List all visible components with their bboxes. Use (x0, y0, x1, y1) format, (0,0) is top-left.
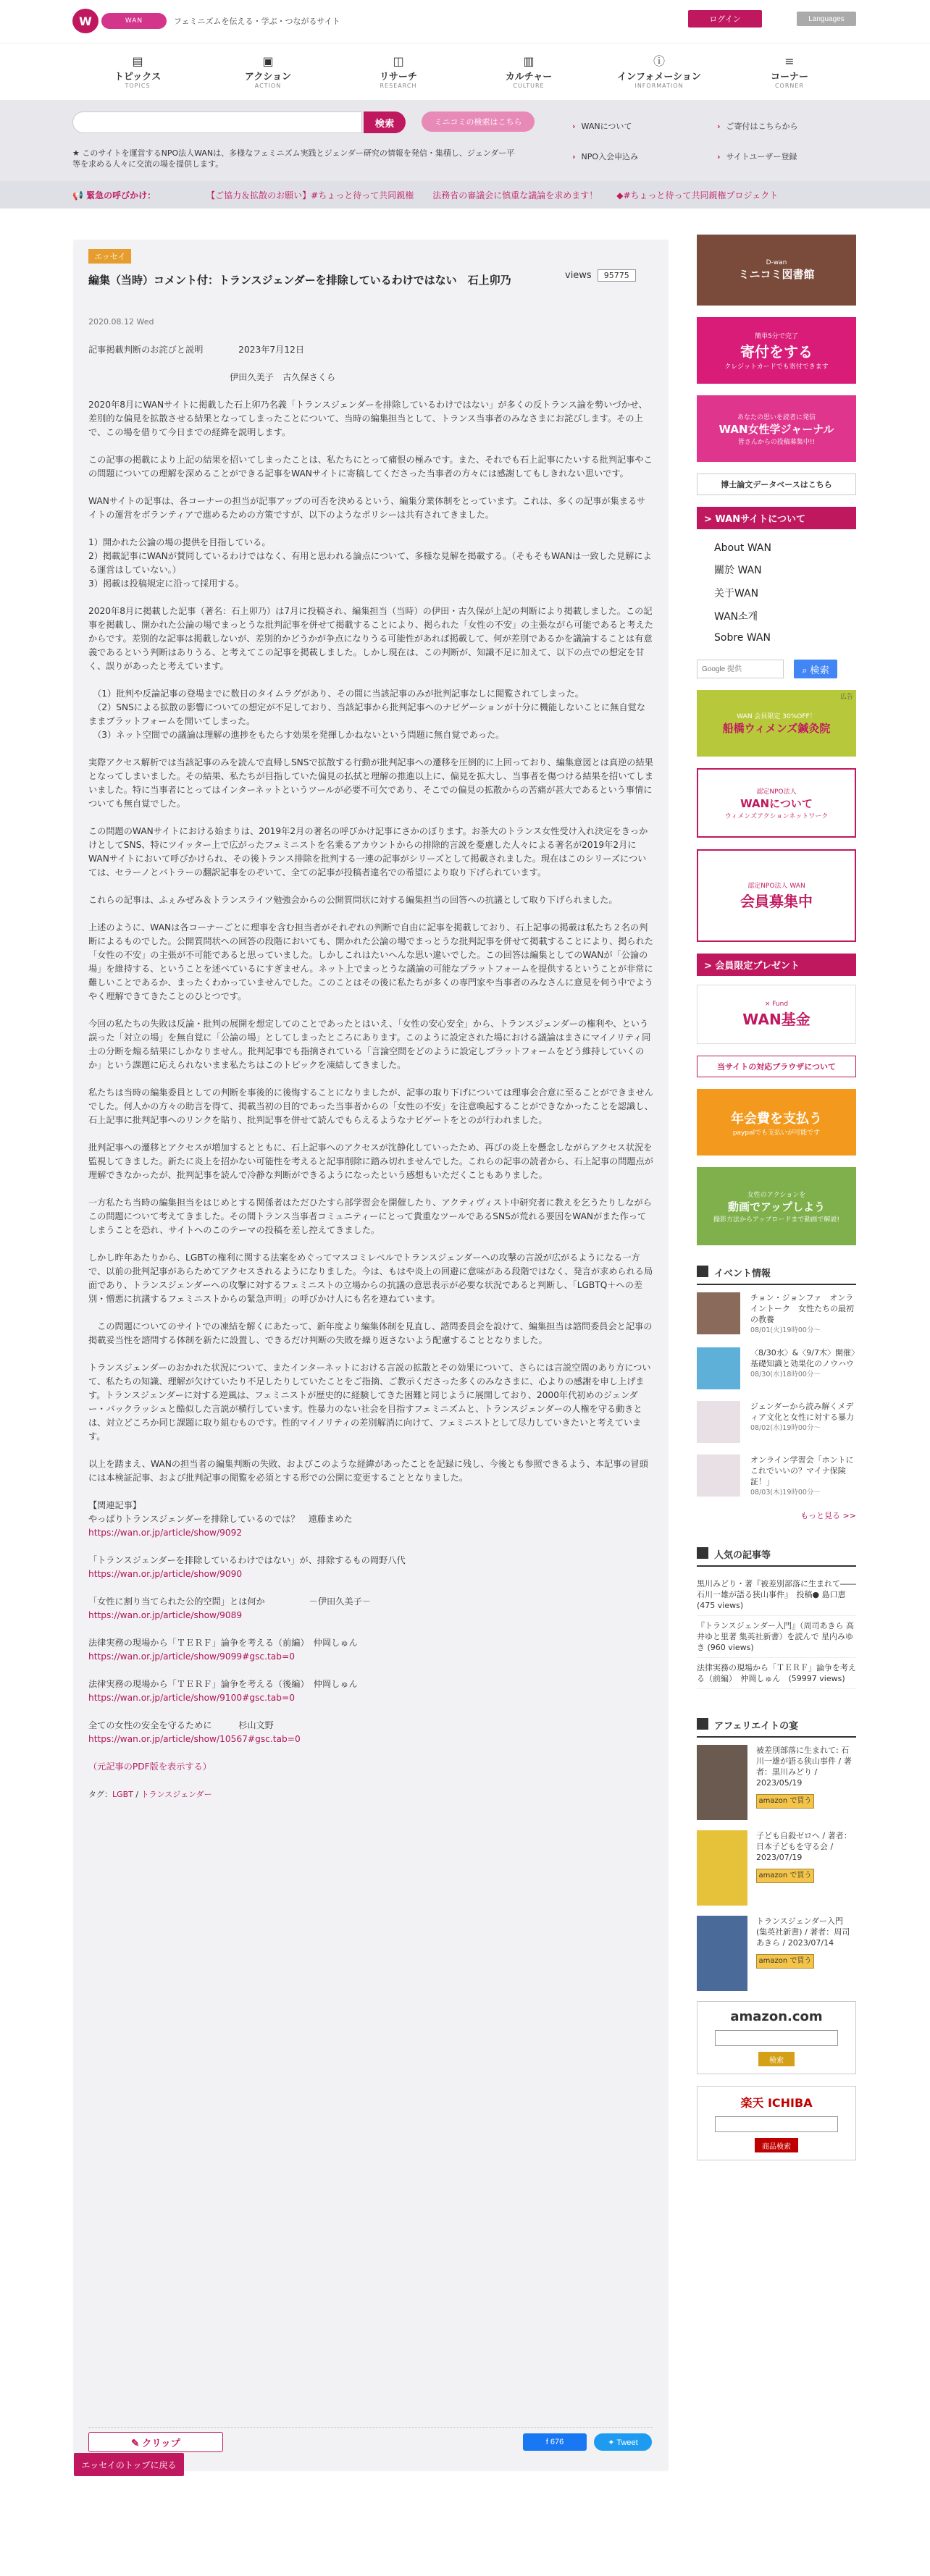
book-cover[interactable] (697, 1916, 747, 1991)
nav-culture[interactable] (464, 54, 594, 89)
article-paragraph: これらの記事は、ふぇみぜみ＆トランスライツ勉強会からの公開質問状に対する編集担当の回答への抗議として取り下げられました。 (88, 895, 618, 905)
article-paragraph: 実際アクセス解析では当該記事のみを読んで直帰しSNSで拡散する行動が批判記事への遷移を圧倒的に上回っており、編集意図とは真逆の結果となってしまいました。その結果、私たちが目指していた偏見の払拭と理解の推進以上に、偏見を拡大し、当事者を傷つける結果を招いてしまいました。特に当事者にとってはインターネットというツールが必要不可欠であり、そこでの偏見の拡散からの苦痛が甚大であるという事情についても無自覚でした。 (88, 757, 653, 809)
nav-label: アクション (244, 72, 292, 83)
article-paragraph: WANサイトの記事は、各コーナーの担当が記事アップの可否を決めるという、編集分業体制をとっています。これは、多くの記事が集まるサイトの運営をボランティアで進めるための方策ですが、以下のようなポリシーは共有されてきました。 (88, 496, 646, 520)
nav-label: コーナー (770, 72, 808, 83)
book-cover[interactable] (697, 1745, 747, 1820)
donate-banner[interactable] (697, 317, 856, 384)
article-paragraph: 以上を踏まえ、WANの担当者の編集判断の失敗、およびこのような経緯があったことを記録に残し、今後とも参照できるよう、本記事の冒頭には本検証記事、および批判記事の閲覧を必須とする形での公開に変更することとなりました。 (88, 1459, 648, 1483)
event-text (750, 1455, 856, 1498)
related-link[interactable]: https://wan.or.jp/article/show/9089 (88, 1610, 243, 1620)
event-text (750, 1292, 856, 1336)
nav-topics[interactable] (72, 54, 203, 89)
event-title[interactable]: ジェンダーから読み解くメディア文化と女性に対する暴力 (750, 1402, 854, 1422)
nav-sublabel: TOPICS (125, 83, 151, 89)
article-paragraph: しかし昨年あたりから、LGBTの権利に関する法案をめぐってマスコミレベルでトランスジェンダーへの攻撃の言説が広がるようになる一方で、以前の批判記事があらためてアクセスされるようになりました。今は、もはや炎上の回避に意味がある段階ではなく、発言が求められる局面であり、トランスジェンダーへの攻撃に対するフェミニストの立場からの抗議の意思表示が必要な状況であると判断し、「LGBTQ＋への差別・憎悪に抗議するフェミニストからの緊急声明」の呼びかけ人にも名を連ねています。 (88, 1253, 653, 1304)
affiliate-section-title: アフェリエイトの宴 (697, 1714, 856, 1738)
banner-top: WAN 会員限定 30%OFF！ (737, 713, 816, 720)
banner-sub: 皆さんからの投稿募集中!! (737, 438, 816, 446)
events-more-link[interactable]: もっと見る >> (800, 1511, 856, 1520)
member-banner[interactable] (697, 849, 856, 942)
banner-top: 女性のアクションを (747, 1191, 806, 1199)
banner-main: 会員募集中 (740, 893, 813, 910)
minicomi-banner[interactable] (697, 235, 856, 306)
quick-link-register[interactable]: › サイトユーザー登録 (717, 151, 797, 162)
google-search-button[interactable] (794, 660, 837, 678)
affiliate-item (697, 1745, 856, 1820)
article-paragraph: 2020年8月にWANサイトに掲載した石上卯乃名義「トランスジェンダーを排除しているわけではない」が多くの反トランス論を勢いづかせ、差別的な偏見を拡散させる結果となってしまったことについて、当時の編集担当として、トランス当事者のみなさまにお詫びします。その上で、この場を借りて今日までの経緯を説明します。 (88, 400, 648, 437)
nav-sublabel: CORNER (774, 83, 805, 89)
amazon-widget (697, 2001, 856, 2074)
banner-main: 寄付をする (740, 342, 813, 361)
related-link[interactable]: https://wan.or.jp/article/show/9092 (88, 1528, 243, 1538)
tag-link[interactable]: トランスジェンダー (141, 1790, 212, 1799)
logo-wordmark[interactable]: WAN (101, 13, 167, 29)
minicomi-search-button[interactable]: ミニコミの検索はこちら (422, 111, 535, 132)
book-cover[interactable] (697, 1830, 747, 1906)
event-text (750, 1347, 856, 1389)
tweet-label: Tweet (616, 2438, 638, 2447)
related-title: 「女性に割り当てられた公的空間」とは何か －伊田久美子－ (88, 1596, 371, 1607)
about-link[interactable]: 关于WAN (714, 588, 759, 599)
alert-label-text: 緊急の呼びかけ： (86, 190, 156, 201)
facebook-icon: f (545, 2438, 550, 2446)
banner-top: D-wan (766, 258, 787, 266)
event-item[interactable] (697, 1401, 856, 1443)
views-count: 95775 (598, 269, 636, 282)
amazon-search-button[interactable]: 検索 (758, 2052, 795, 2066)
banner-top: × Fund (764, 1000, 789, 1008)
affiliate-title[interactable]: 子ども自殺ゼロへ / 著者：日本子どもを守る会 / 2023/07/19 (756, 1831, 852, 1862)
event-text (750, 1401, 856, 1443)
tag-link[interactable]: LGBT (112, 1790, 133, 1799)
google-search-input[interactable] (697, 660, 784, 678)
views-counter (565, 269, 636, 282)
nav-label: リサーチ (380, 72, 417, 83)
rakuten-search-button[interactable]: 商品検索 (755, 2138, 798, 2152)
affiliate-title[interactable]: 被差別部落に生まれて: 石川一雄が語る狭山事件 / 著者：黒川みどり / 2023/05/19 (756, 1746, 852, 1788)
affiliate-item (697, 1916, 856, 1991)
alert-link[interactable]: 【ご協力＆拡散のお願い】#ちょっと待って共同親権 (206, 190, 414, 201)
related-link[interactable]: https://wan.or.jp/article/show/9099#gsc.tab=0 (88, 1651, 295, 1662)
browser-notice-link[interactable]: 当サイトの対応ブラウザについて (697, 1056, 856, 1077)
pin-icon: ✎ (131, 2437, 143, 2449)
banner-main: 船橋ウィメンズ鍼灸院 (722, 722, 831, 735)
about-link[interactable]: WAN소개 (714, 611, 758, 623)
article-date: 2020.08.12 Wed (88, 317, 154, 327)
article-paragraph: 上述のように、WANは各コーナーごとに理事を含む担当者がそれぞれの判断で自由に記事を掲載しており、石上記事の掲載は私たち２名の判断によるものでした。公開質問状への回答の段階においても、開かれた公論の場でまっとうな批判記事を併せて掲載することにより、掲られた「女性の不安」の主張が不可能であると思っていました。しかしこれはたいへんな思い違いでした。この回答は編集としてのWANが「公論の場」を維持する、ということを述べているにすぎません。ネット上でまっとうな議論の可能なプラットフォームを提供するということが非常に難しいことであるか、まったくわかっていませんでした。このことはその後に私たちが多くの専門家や当事者のみなさんに意見を伺う中でようやく理解できてきたことのひとつです。 (88, 922, 653, 1001)
article-paragraph: 今回の私たちの失敗は反論・批判の展開を想定してのことであったとはいえ、「女性の安心安全」から、トランスジェンダーの権利や、という誤った「対立の場」を無自覚に「公論の場」としてしまったところにあります。このように設定された場における議論はまさにマイノリティ同士の分断を煽る結果にしかなりません。批判記事でも指摘されている「言論空間をどのように設定しプラットフォームをどう維持していくのか」という課題に応えられないまま私たちはこのトピックを凍結してきました。 (88, 1019, 651, 1070)
banner-top: 簡単5分で完了 (755, 332, 798, 340)
about-link[interactable]: Sobre WAN (714, 632, 771, 644)
related-heading: 【関連記事】 (88, 1500, 142, 1510)
journal-banner[interactable] (697, 395, 856, 462)
search-button[interactable]: 検索 (364, 111, 406, 133)
rakuten-logo: 楽天 ICHIBA (740, 2096, 813, 2110)
rakuten-search-input[interactable] (715, 2116, 838, 2132)
popular-section-title: 人気の記事等 (697, 1543, 856, 1567)
search-icon: ⌕ (802, 664, 810, 675)
affiliate-list (697, 1745, 856, 1991)
about-link[interactable]: About WAN (714, 542, 771, 554)
alert-link[interactable]: 法務省の審議会に慎重な議論を求めます！ (432, 190, 598, 201)
article-title: 編集（当時）コメント付：トランスジェンダーを排除しているわけではない 石上卯乃 (88, 274, 511, 287)
related-title: 全ての女性の安全を守るために 杉山文野 (88, 1720, 274, 1730)
nav-label: カルチャー (505, 72, 553, 83)
book-icon: ▥ (523, 54, 535, 68)
quick-link-about[interactable]: › WANについて (572, 120, 632, 132)
article-paragraph: 2020年8月に掲載した記事（著名：石上卯乃）は7月に投稿され、編集担当（当時）の伊田・古久保が上記の判断により掲載しました。この記事を掲載し、開かれた公論の場でまっとうな批判記事を併せて掲載することにより、掲られた「女性の不安」の主張ながら可能であると考えたからです。差別的な記事は掲載しないが、差別的かどうかが争点になりうる可能性があれば掲載して、何が差別であるかを議論することは有意義であるという判断はありうる、と考えてこの記事を掲載しました。しかし現在は、この判断が、知識不足に加えて、以下の点での想定を甘く、誤りがあったと考えています。 (88, 606, 653, 671)
banner-top: 認定NPO法人 (756, 788, 797, 796)
related-item (88, 1678, 653, 1705)
fund-banner[interactable] (697, 985, 856, 1044)
event-thumbnail[interactable] (697, 1292, 740, 1334)
related-item (88, 1595, 653, 1622)
banner-main: WAN基金 (742, 1010, 810, 1028)
banner-main: WAN女性学ジャーナル (719, 422, 834, 436)
article-paragraph: 批判記事への遷移とアクセスが増加するとともに、石上記事へのアクセスが沈静化していったため、再びの炎上を懸念しながらアクセス状況を監視してきました。新たに炎上を招かない可能性を考えると記事削除に踏み切れませんでした。これらの記事の読者から、石上記事の問題点が理解できなかったが、批判記事を読んで冷静な判断ができるようになったという感想もいただくこともありました。 (88, 1142, 653, 1180)
related-title: やっぱりトランスジェンダーを排除しているのでは？ 遠藤まめた (88, 1514, 353, 1524)
nav-sublabel: CULTURE (513, 83, 545, 89)
event-date: 08/03(木)19時00分～ (750, 1489, 821, 1497)
about-section-title: > WANサイトについて (697, 507, 856, 529)
banner-sub: 撮影方法からアップロードまで動画で解説! (713, 1216, 839, 1224)
article-paragraph: 私たちは当時の編集委員としての判断を事後的に後悔することになりましたが、記事の取り下げについては理事会合意に至ることができませんでした。何人かの方々の助言を得て、掲載当初の目的であった当事者からの「女性の不安」を注意喚起することができなかったことを認識し、石上記事に批判記事へのリンクを貼り、批判記事を併せて読んでもらえるようなナビゲートをとのが行われました。 (88, 1087, 653, 1125)
twitter-icon: ✦ (608, 2438, 617, 2447)
article-paragraph: （1）批判や反論記事の登場までに数日のタイムラグがあり、その間に当該記事のみが批判記事なしに閲覧されてしまった。 （2）SNSによる拡散の影響についての想定が不足しており、当該記事から批判記事へのナビゲーションが十分に機能しないことに無自覚なままプラットフォームを開いてしまった。 （3）ネット空間での議論は理解の進捗をもたらす効果を発揮しかねないという問題に無自覚であった。 (88, 689, 645, 740)
share-bar (88, 2427, 653, 2451)
amazon-logo: amazon.com (730, 2009, 823, 2024)
alert-bar (0, 181, 930, 209)
research-icon: ◫ (393, 54, 404, 68)
article-paragraph: 1）開かれた公論の場の提供を目指している。 2）掲載記事にWANが賛同しているわけではなく、有用と思われる論点について、多様な見解を掲載する。（そもそもWANは一致した見解による運営はしていない。） 3）掲載は投稿規定に沿って採用する。 (88, 537, 652, 589)
affiliate-item (697, 1830, 856, 1906)
article-paragraph: この問題についてのサイトでの凍結を解くにあたって、新年度より編集体制を見直し、諮問委員会を設けて、編集担当は諮問委員会と記事の掲載妥当性を諮問する体制を新たに設置し、できるだけ判断の失敗を繰り返さないよう配慮することとなりました。 (88, 1321, 653, 1345)
nav-information[interactable] (594, 54, 724, 89)
popular-item[interactable]: 黒川みどり・著『被差別部落に生まれて――石川一雄が語る狭山事件』 投稿● 島口恵 (475 views) (697, 1574, 856, 1616)
event-list (697, 1292, 856, 1498)
quick-link-npo[interactable]: › NPO入会申込み (572, 151, 638, 162)
site-header (0, 0, 930, 43)
related-title: 法律実務の現場から「ＴＥＲＦ」論争を考える（後編） 仲岡しゅん (88, 1679, 358, 1689)
related-list (88, 1512, 653, 1746)
event-title[interactable]: オンライン学習会「ホントにこれでいいの？マイナ保険証！」 (750, 1455, 854, 1486)
event-date: 08/02(水)19時00分～ (750, 1424, 821, 1432)
event-item[interactable] (697, 1347, 856, 1389)
amazon-buy-button[interactable]: amazon で買う (756, 1794, 814, 1809)
banner-main: 動画でアップしよう (728, 1200, 825, 1213)
npo-banner[interactable] (697, 768, 856, 838)
about-link[interactable]: 關於 WAN (714, 565, 762, 576)
popular-item[interactable]: 『トランスジェンダー入門』（周司あきら 高井ゆと里著 集英社新書）を読んで 星内みゆき (960 views) (697, 1616, 856, 1658)
tweet-button[interactable] (594, 2433, 652, 2451)
related-title: 「トランスジェンダーを排除しているわけではない」が、排除するもの岡野八代 (88, 1555, 406, 1565)
logo-mark[interactable]: W (72, 9, 99, 33)
facebook-share-button[interactable] (523, 2433, 587, 2451)
event-date: 08/01(火)19時00分～ (750, 1326, 821, 1334)
megaphone-icon: 📢 (72, 190, 87, 201)
banner-sub: クレジットカードでも寄付できます (724, 363, 829, 371)
nav-sublabel: ACTION (254, 83, 282, 89)
acupuncture-ad-banner[interactable] (697, 690, 856, 757)
nav-sublabel: INFORMATION (634, 83, 684, 89)
pdf-link[interactable]: （元記事のPDF版を表示する） (88, 1761, 211, 1772)
nav-action[interactable] (203, 54, 333, 89)
search-input[interactable] (72, 111, 362, 133)
affiliate-text (756, 1745, 856, 1820)
event-title[interactable]: チョン・ジョンファ オンライントーク 女性たちの最初の教養 (750, 1293, 854, 1324)
login-button[interactable]: ログイン (688, 10, 762, 28)
related-item (88, 1719, 653, 1746)
site-tagline: フェミニズムを伝える・学ぶ・つながるサイト (174, 17, 340, 26)
banner-main: WANについて (740, 796, 813, 810)
main-nav (0, 43, 930, 100)
event-thumbnail[interactable] (697, 1455, 740, 1497)
article-paragraphs (88, 343, 653, 1485)
back-to-top-button[interactable]: エッセイのトップに戻る (74, 2453, 184, 2476)
affiliate-title[interactable]: トランスジェンダー入門 (集英社新書) / 著者：周司あきら / 2023/07/14 (756, 1916, 850, 1948)
events-section-title: イベント情報 (697, 1261, 856, 1285)
related-link[interactable]: https://wan.or.jp/article/show/10567#gsc.tab=0 (88, 1734, 301, 1744)
popular-list (697, 1574, 878, 1689)
article-body (88, 343, 653, 1809)
search-band (0, 100, 930, 181)
banner-sub: ウィメンズアクションネットワーク (724, 812, 829, 820)
ad-badge: 広告 (839, 694, 853, 701)
article-panel (74, 240, 668, 2470)
thesis-db-banner[interactable]: 博士論文データベースはこちら (697, 473, 856, 495)
related-item (88, 1636, 653, 1664)
alert-label (72, 189, 156, 201)
article-paragraph: トランスジェンダーのおかれた状況について、またインターネットにおける言説の拡散とその効果について、さらには言説空間のあり方について、私たちの知識、理解が欠けていたり不足したりしていたことをご指摘、ご教示くださった多くのみなさまに、心よりの感謝を申し上げます。トランスジェンダーに対する逆風は、フェミニストが歴史的に経験してきた困難と同じように展開しており、2000年代初めのジェンダー・バックラッシュと酷似した言説が横行しています。性暴力のない社会を目指すフェミニズムと、トランスジェンダーの人権を守る動きとは、対立どころか同じ課題に取り組むものです。性的マイノリティの差別解消に向けて、フェミニストとして尽力していきたいと考えています。 (88, 1363, 651, 1441)
event-item[interactable] (697, 1292, 856, 1336)
nav-sublabel: RESEARCH (380, 83, 417, 89)
banner-top: 認定NPO法人 WAN (747, 883, 805, 890)
present-section-title[interactable]: > 会員限定プレゼント (697, 954, 856, 976)
amazon-search-input[interactable] (715, 2030, 838, 2046)
fee-banner[interactable] (697, 1089, 856, 1156)
nav-label: インフォメーション (617, 72, 701, 83)
event-item[interactable] (697, 1455, 856, 1498)
article-paragraph: 記事掲載判断のお詫びと説明 2023年7月12日 伊田久美子 古久保さくら (88, 345, 336, 382)
banner-top: あなたの思いを読者に発信 (737, 413, 816, 421)
related-item (88, 1512, 653, 1540)
alert-link[interactable]: ◆#ちょっと待って共同親権プロジェクト (616, 190, 779, 201)
views-label: views (565, 270, 592, 281)
google-search (697, 660, 856, 678)
related-item (88, 1554, 653, 1581)
menu-icon: ≡ (784, 54, 795, 68)
banner-main: 年会費を支払う (731, 1111, 822, 1127)
clip-button[interactable] (88, 2432, 223, 2452)
article-paragraph: この記事の掲載により上記の結果を招いてしまったことは、私たちにとって痛恨の極みです。また、それでも石上記事にたいする批判記事やこの問題についての理解を深めることができる記事をWANサイトに寄稿してくださった当事者の方々には感謝してもしきれない思いです。 (88, 455, 653, 479)
google-search-label: 検索 (810, 664, 829, 675)
related-articles (88, 1499, 653, 1746)
affiliate-text (756, 1916, 856, 1991)
article-paragraph: この問題のWANサイトにおける始まりは、2019年2月の著名の呼びかけ記事にさかのぼります。お茶大のトランス女性受け入れ決定をきっかけとしてSNS、特にツイッター上で広がったフェミニストを名乗るアカウントからの排除的言説を憂慮した人々による著名が2019年2月にWANサイトにおいて呼びかけられ、その後トランス排除を批判する一連の記事がシリーズとして掲載されました。現在はこのシリーズについては、セラーノとバトラーの翻訳記事をのぞいて、全ての記事が投稿者違名での希望により取り下げられています。 (88, 826, 648, 877)
nav-label: トピックス (114, 72, 162, 83)
sidebar (697, 235, 878, 2172)
rakuten-widget (697, 2086, 856, 2160)
banner-sub: paypalでも支払いが可能です (732, 1129, 821, 1137)
site-logo[interactable] (72, 9, 340, 33)
nav-corner[interactable] (724, 54, 855, 89)
clip-label: クリップ (142, 2437, 180, 2449)
site-description: ★ このサイトを運営するNPO法人WANは、多様なフェミニズム実践とジェンダー研究の情報を発信・集積し、ジェンダー平等を求める人々に交流の場を提供します。 (72, 148, 515, 169)
action-video-banner[interactable] (697, 1167, 856, 1245)
event-date: 08/30(水)18時00分～ (750, 1371, 821, 1379)
nav-research[interactable] (333, 54, 464, 89)
amazon-buy-button[interactable]: amazon で買う (756, 1869, 814, 1883)
tag-list: タグ：LGBT / トランスジェンダー (88, 1790, 212, 1799)
affiliate-text (756, 1830, 856, 1906)
language-button[interactable]: Languages (797, 12, 856, 26)
chat-icon: ▤ (132, 54, 143, 68)
event-title[interactable]: 〈8/30水〉&〈9/7木〉開催〉基礎知識と効果化のノウハウ (750, 1348, 855, 1368)
amazon-buy-button[interactable]: amazon で買う (756, 1954, 814, 1969)
quick-link-donate[interactable]: › ご寄付はこちらから (717, 120, 798, 132)
popular-item[interactable]: 法律実務の現場から「ＴＥＲＦ」論争を考える（前編） 仲岡しゅん (59997 views) (697, 1658, 856, 1689)
article-paragraph: 一方私たち当時の編集担当をはじめとする関係者はただひたすら部学習会を開催したり、アクティヴィスト中研究者に教えを乞うたりしながらこの問題について考えてきました。その間トランス当事者コミュニティーにとって貴重なツールであるSNSが荒れる要因をWANがまた作ってしまうことを恐れ、サイトへのこのテーマの投稿を差し控えてきました。 (88, 1197, 652, 1235)
banner-main: ミニコミ図書館 (738, 267, 815, 281)
facebook-count: 676 (550, 2438, 564, 2446)
category-badge[interactable]: エッセイ (88, 249, 131, 264)
megaphone-icon: ▣ (262, 54, 274, 68)
info-icon: ⓘ (653, 54, 665, 68)
related-link[interactable]: https://wan.or.jp/article/show/9100#gsc.tab=0 (88, 1693, 295, 1703)
tags-label: タグ： (88, 1790, 112, 1799)
event-thumbnail[interactable] (697, 1401, 740, 1443)
related-link[interactable]: https://wan.or.jp/article/show/9090 (88, 1569, 243, 1579)
event-thumbnail[interactable] (697, 1347, 740, 1389)
related-title: 法律実務の現場から「ＴＥＲＦ」論争を考える（前編） 仲岡しゅん (88, 1638, 358, 1648)
